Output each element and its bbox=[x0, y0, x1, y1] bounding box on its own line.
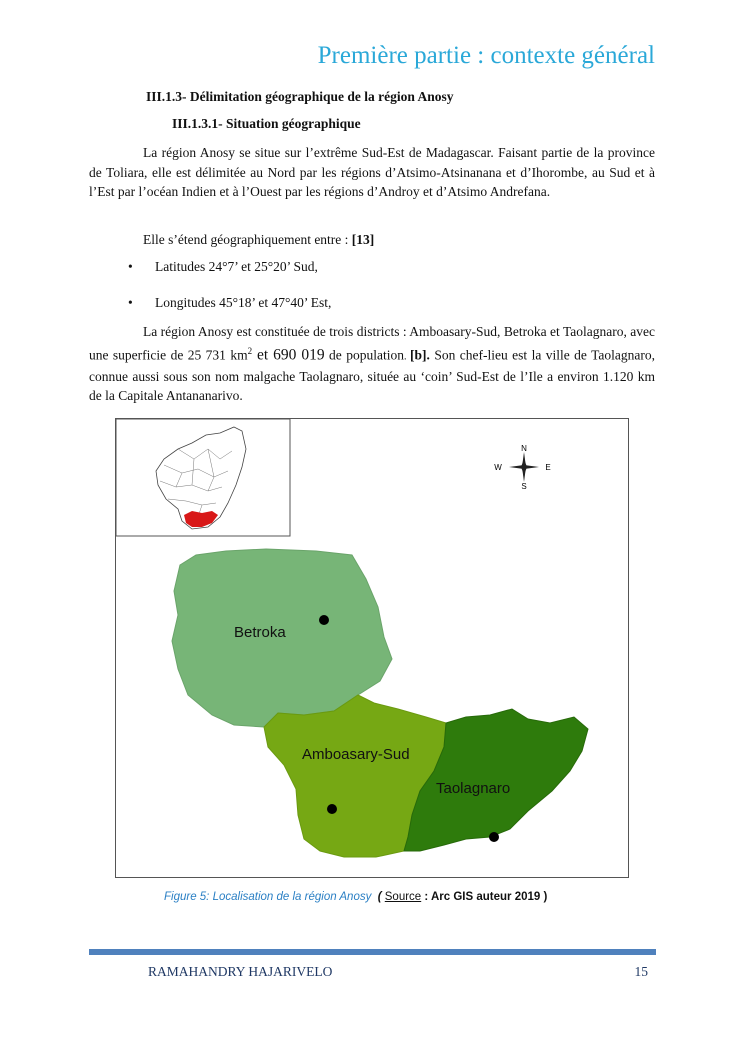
section-heading: III.1.3- Délimitation géographique de la région Anosy bbox=[146, 89, 454, 104]
betroka-capital-dot bbox=[319, 615, 329, 625]
source-label: Source bbox=[384, 891, 422, 903]
districts-reference: [b]. bbox=[410, 347, 430, 363]
compass-n: N bbox=[521, 444, 527, 453]
extent-reference: [13] bbox=[351, 232, 375, 247]
population-number: et 690 019 bbox=[252, 346, 325, 364]
bullet-latitude bbox=[128, 259, 318, 275]
compass-w: W bbox=[494, 463, 502, 472]
footer-author: RAMAHANDRY HAJARIVELO bbox=[148, 964, 333, 979]
bullet-longitude-text: Longitudes 45°18’ et 47°40’ Est, bbox=[155, 295, 332, 310]
subsection-heading: III.1.3.1- Situation géographique bbox=[172, 116, 361, 131]
paragraph-districts bbox=[89, 322, 655, 406]
source-open: ( bbox=[377, 891, 385, 903]
map-figure bbox=[115, 418, 629, 878]
taolagnaro-capital-dot bbox=[489, 832, 499, 842]
paragraph-extent bbox=[89, 230, 655, 250]
compass-e: E bbox=[545, 463, 551, 472]
figure-caption bbox=[164, 891, 547, 903]
compass-needle-ew bbox=[509, 465, 539, 469]
label-betroka: Betroka bbox=[234, 624, 286, 641]
header-title: Première partie : contexte général bbox=[317, 42, 655, 69]
source-text: : Arc GIS auteur 2019 ) bbox=[421, 891, 548, 903]
amboasary-capital-dot bbox=[327, 804, 337, 814]
districts-text-e: Son chef-lieu est la ville de Taolagnaro, connue aussi sous son nom malgache Taolagnaro, située au ‘coin’ Sud-Est de l’Ile a environ 1.120 km de la Capitale Antananarivo. bbox=[89, 347, 656, 404]
bullet-latitude-text: Latitudes 24°7’ et 25°20’ Sud, bbox=[155, 259, 318, 274]
figure-caption-title: Figure 5: Localisation de la région Anosy bbox=[164, 891, 372, 903]
districts-text-d: . bbox=[403, 351, 411, 363]
bullet-symbol: • bbox=[128, 295, 133, 310]
compass-s: S bbox=[521, 482, 527, 491]
districts-text-a: La région Anosy est constituée de trois districts : Amboasary-Sud, Betroka et Taolagnaro, avec une superficie de 25 731 km bbox=[89, 324, 655, 363]
footer-divider bbox=[89, 949, 656, 955]
districts-text-c: de population bbox=[324, 347, 404, 363]
compass-rose bbox=[494, 444, 550, 491]
extent-text: Elle s’étend géographiquement entre : bbox=[143, 232, 352, 247]
bullet-longitude bbox=[128, 295, 331, 311]
label-amboasary-sud: Amboasary-Sud bbox=[302, 746, 410, 763]
page-number: 15 bbox=[634, 964, 648, 979]
label-taolagnaro: Taolagnaro bbox=[436, 780, 511, 797]
superscript-two: 2 bbox=[247, 345, 253, 356]
map-svg bbox=[116, 419, 629, 878]
paragraph-situation: La région Anosy se situe sur l’extrême Sud-Est de Madagascar. Faisant partie de la province de Toliara, elle est délimitée au Nord par les régions d’Atsimo-Atsinanana et d’Ihorombe, au Sud et à l’Est par l’océan Indien et à l’Ouest par les régions d’Androy et d’Atsimo Andrefana. bbox=[89, 145, 655, 200]
bullet-symbol: • bbox=[128, 259, 133, 274]
